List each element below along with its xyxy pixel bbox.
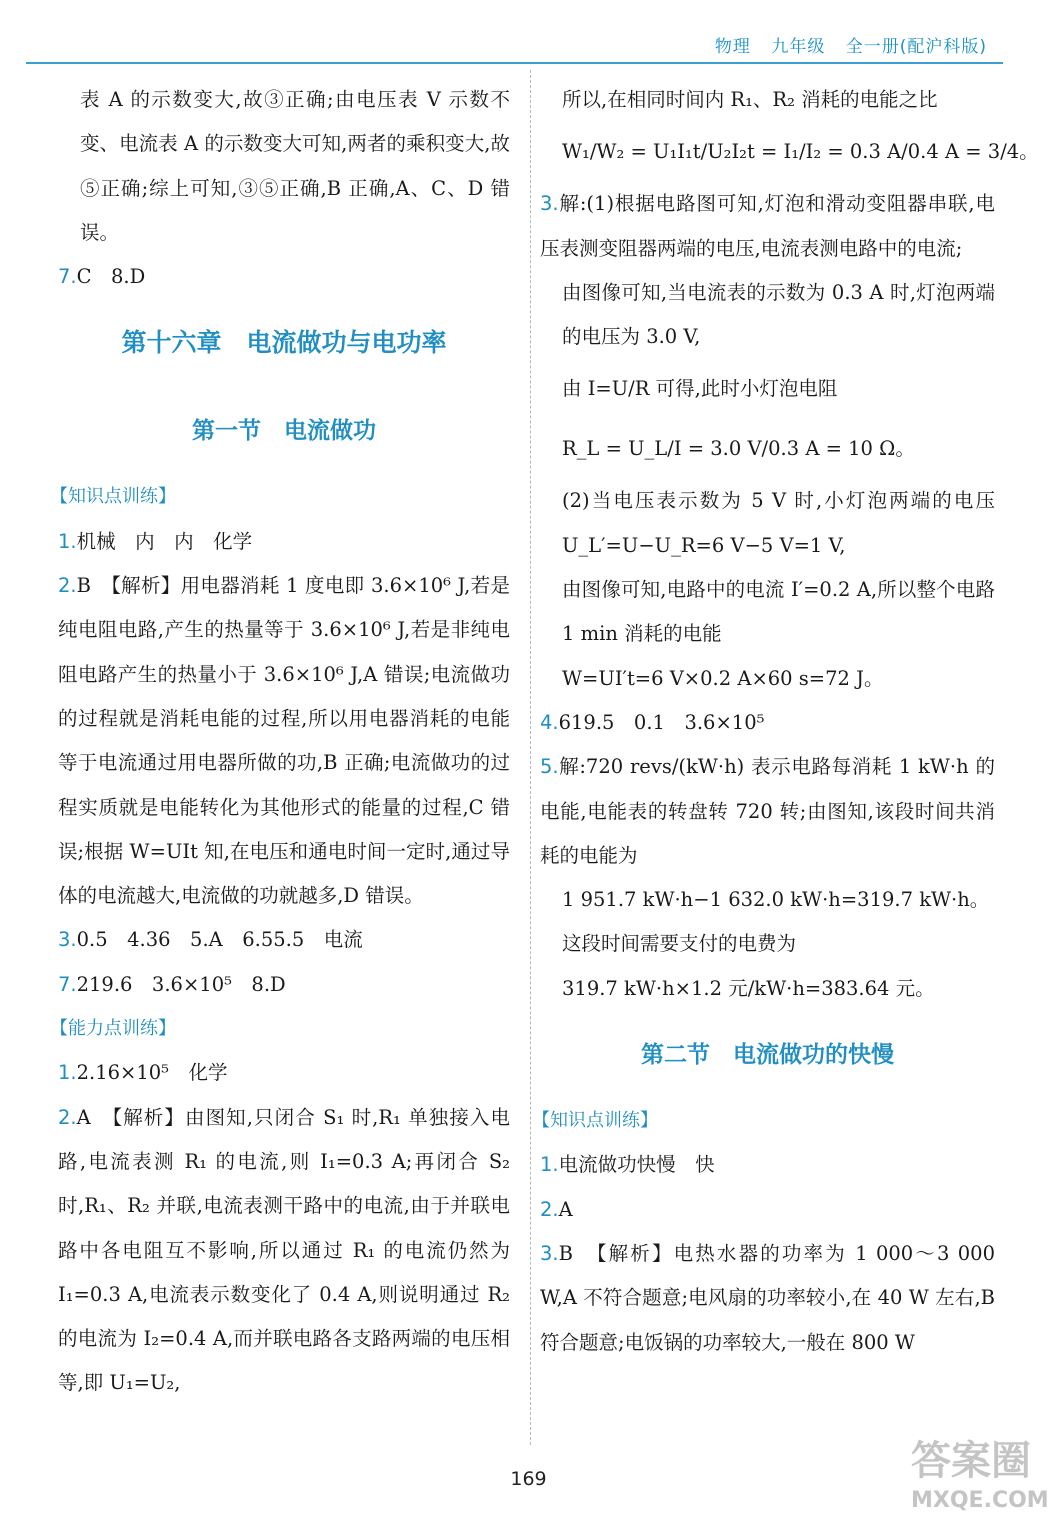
watermark-text: 答案圈 bbox=[911, 1438, 1031, 1484]
answer-text: 解:720 revs/(kW·h) 表示电路每消耗 1 kW·h 的电能,电能表的转盘转 720 转;由图知,该段时间共消耗的电能为 bbox=[540, 755, 995, 867]
answer-text: C 8.D bbox=[76, 265, 146, 289]
section-title: 第二节 电流做功的快慢 bbox=[641, 1042, 894, 1069]
section-title: 第一节 电流做功 bbox=[192, 418, 376, 445]
answer-text: (2)当电压表示数为 5 V 时,小灯泡两端的电压 U_L′=U−U_R=6 V−5 V=1 V, bbox=[562, 489, 995, 557]
answer-item bbox=[540, 1232, 995, 1365]
answer-item bbox=[58, 1051, 510, 1095]
answer-item bbox=[58, 1096, 510, 1406]
header-subject: 物理 bbox=[714, 37, 751, 57]
running-header bbox=[701, 32, 987, 57]
answer-item bbox=[540, 701, 995, 745]
answer-text: W₁/W₂ = U₁I₁t/U₂I₂t = I₁/I₂ = 0.3 A/0.4 A = 3/4。 bbox=[562, 140, 1039, 164]
answer-text: 表 A 的示数变大,故③正确;由电压表 V 示数不变、电流表 A 的示数变大可知,两者的乘积变大,故⑤正确;综上可知,③⑤正确,B 正确,A、C、D 错误。 bbox=[80, 88, 510, 244]
answer-item bbox=[540, 568, 995, 657]
answer-number: 3. bbox=[540, 192, 559, 216]
answer-number: 2. bbox=[540, 1197, 559, 1221]
page-number: 169 bbox=[510, 1468, 547, 1490]
answer-text: 0.5 4.36 5.A 6.55.5 电流 bbox=[76, 928, 363, 952]
watermark-url: MXQE.COM bbox=[911, 1488, 1049, 1513]
answer-text: 电流做功快慢 快 bbox=[558, 1153, 715, 1177]
answer-item bbox=[540, 967, 995, 1011]
answer-item bbox=[540, 657, 995, 701]
answer-text: A bbox=[558, 1197, 573, 1221]
answer-text: 由图像可知,电路中的电流 I′=0.2 A,所以整个电路1 min 消耗的电能 bbox=[562, 578, 995, 646]
answer-text: B 【解析】电热水器的功率为 1 000～3 000 W,A 不符合题意;电风扇的功率较小,在 40 W 左右,B 符合题意;电饭锅的功率较大,一般在 800 W bbox=[540, 1241, 995, 1354]
answer-item bbox=[540, 745, 995, 878]
answer-item bbox=[540, 1188, 995, 1232]
formula-line bbox=[540, 359, 995, 419]
answer-item bbox=[540, 182, 995, 271]
chapter-title: 第十六章 电流做功与电功率 bbox=[121, 328, 447, 358]
formula-line bbox=[540, 419, 995, 479]
answer-number: 3. bbox=[58, 928, 77, 952]
formula-line bbox=[540, 122, 1039, 182]
answer-text: 619.5 0.1 3.6×10⁵ bbox=[558, 710, 765, 734]
left-column bbox=[50, 78, 510, 1406]
header-volume: 全一册(配沪科版) bbox=[845, 37, 987, 57]
answer-text: B 【解析】用电器消耗 1 度电即 3.6×10⁶ J,若是纯电阻电路,产生的热量等于 3.6×10⁶ J,若是非纯电阻电路产生的热量小于 3.6×10⁶ J,A 错误;电流做功的过程就是消耗电能的过程,所以用电器消耗的电能等于电流通过用电器所做的功,B 正确;电流做功的过程实质就是电能转化为其他形式的能量的过程,C 错误;根据 W=UIt 知,在电压和通电时间一定时,通过导体的电流越大,电流做的功就越多,D 错误。 bbox=[58, 574, 510, 908]
answer-text: W=UI′t=6 V×0.2 A×60 s=72 J。 bbox=[562, 666, 884, 690]
answer-text: 219.6 3.6×10⁵ 8.D bbox=[76, 972, 286, 996]
answer-number: 7. bbox=[58, 972, 77, 996]
answer-number: 7. bbox=[58, 265, 77, 289]
header-grade: 九年级 bbox=[771, 37, 826, 57]
right-column bbox=[532, 78, 1039, 1365]
answer-number: 2. bbox=[58, 574, 77, 598]
answer-item bbox=[58, 918, 510, 962]
answer-item bbox=[540, 78, 995, 122]
answer-text: 由 I=U/R 可得,此时小灯泡电阻 bbox=[562, 377, 838, 401]
exercise-tag: 【知识点训练】 bbox=[532, 1110, 658, 1132]
answer-text: 1 951.7 kW·h−1 632.0 kW·h=319.7 kW·h。 bbox=[562, 888, 990, 912]
answer-number: 3. bbox=[540, 1241, 559, 1265]
column-divider bbox=[530, 70, 531, 1445]
exercise-tag: 【知识点训练】 bbox=[50, 486, 176, 508]
watermark-logo bbox=[911, 1436, 1049, 1526]
answer-item bbox=[540, 1143, 995, 1187]
answer-number: 1. bbox=[540, 1153, 559, 1177]
answer-text: A 【解析】由图知,只闭合 S₁ 时,R₁ 单独接入电路,电流表测 R₁ 的电流,则 I₁=0.3 A;再闭合 S₂ 时,R₁、R₂ 并联,电流表测干路中的电流,由于并联电路中各电阻互不影响,所以通过 R₁ 的电流仍然为 I₁=0.3 A,电流表示数变化了 0.4 A,则说明通过 R₂ 的电流为 I₂=0.4 A,而并联电路各支路两端的电压相等,即 U₁=U₂, bbox=[58, 1105, 510, 1395]
answer-item bbox=[58, 963, 510, 1007]
answer-item bbox=[58, 520, 510, 564]
answer-number: 4. bbox=[540, 710, 559, 734]
answer-item bbox=[540, 479, 995, 568]
answer-item bbox=[540, 922, 995, 966]
header-rule bbox=[26, 62, 1003, 64]
answer-item bbox=[58, 564, 510, 918]
answer-number: 2. bbox=[58, 1105, 77, 1129]
answer-number: 5. bbox=[540, 755, 559, 779]
answer-text: 机械 内 内 化学 bbox=[76, 529, 253, 553]
answer-item bbox=[58, 78, 510, 255]
exercise-tag: 【能力点训练】 bbox=[50, 1018, 176, 1040]
answer-text: 所以,在相同时间内 R₁、R₂ 消耗的电能之比 bbox=[562, 88, 938, 111]
answer-item bbox=[540, 878, 995, 922]
answer-text: 319.7 kW·h×1.2 元/kW·h=383.64 元。 bbox=[562, 976, 935, 1000]
answer-text: 2.16×10⁵ 化学 bbox=[76, 1061, 228, 1085]
answer-text: 由图像可知,当电流表的示数为 0.3 A 时,灯泡两端的电压为 3.0 V, bbox=[562, 280, 995, 349]
answer-item bbox=[58, 255, 510, 299]
answer-text: R_L = U_L/I = 3.0 V/0.3 A = 10 Ω。 bbox=[562, 437, 915, 461]
answer-text: 解:(1)根据电路图可知,灯泡和滑动变阻器串联,电压表测变阻器两端的电压,电流表测电路中的电流; bbox=[540, 192, 995, 260]
answer-number: 1. bbox=[58, 1061, 77, 1085]
answer-text: 这段时间需要支付的电费为 bbox=[562, 932, 797, 956]
answer-number: 1. bbox=[58, 529, 77, 553]
answer-item bbox=[540, 271, 995, 360]
